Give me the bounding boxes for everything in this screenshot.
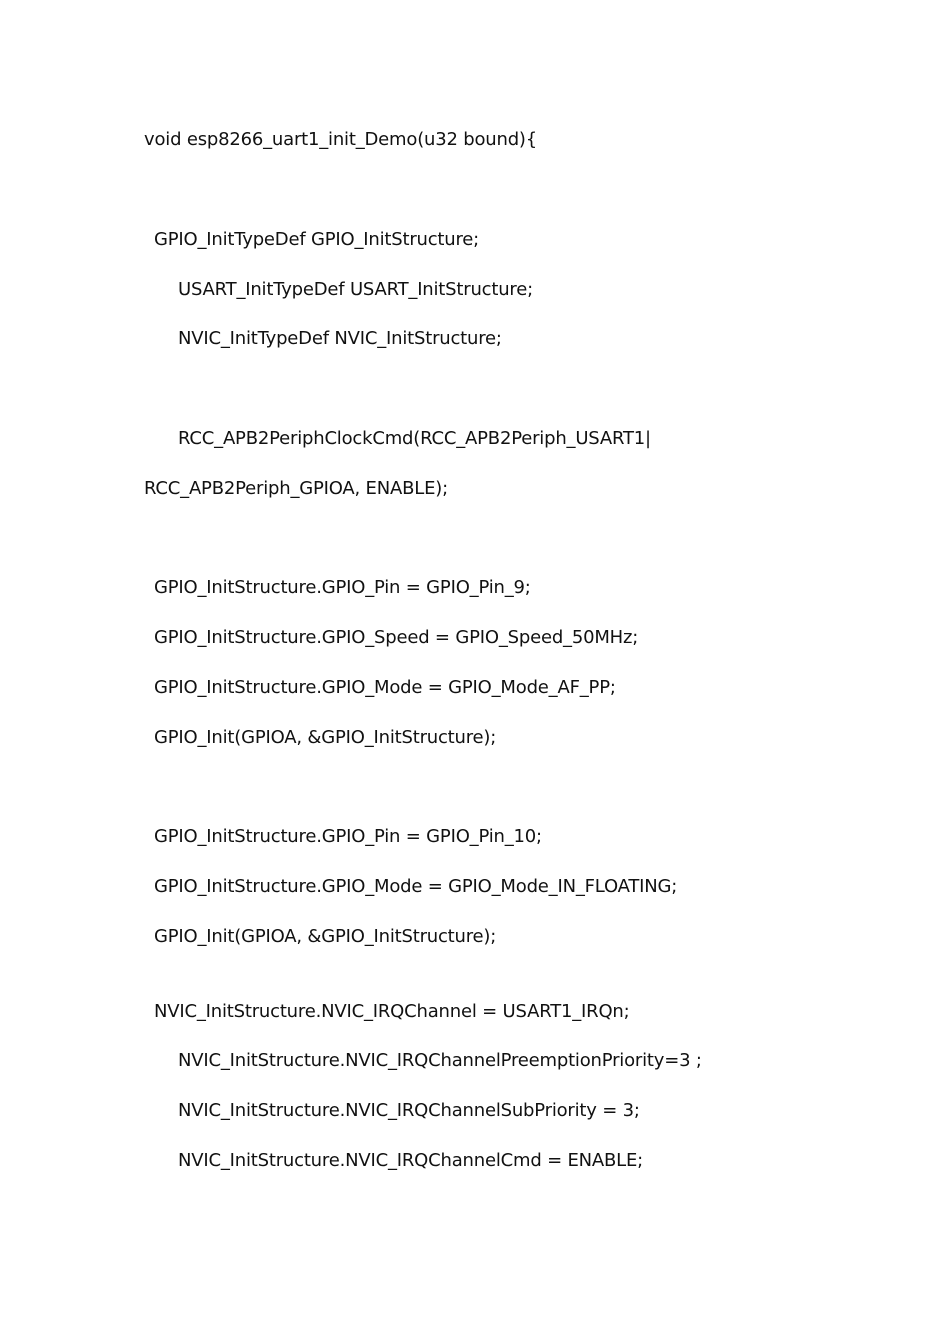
code-line-gpio-pin-9: GPIO_InitStructure.GPIO_Pin = GPIO_Pin_9; [154, 577, 531, 598]
code-line-usart-typedef: USART_InitTypeDef USART_InitStructure; [178, 279, 533, 300]
code-line-gpio-init-1: GPIO_Init(GPIOA, &GPIO_InitStructure); [154, 727, 497, 748]
code-line-nvic-typedef: NVIC_InitTypeDef NVIC_InitStructure; [178, 328, 502, 349]
code-line-nvic-preemption: NVIC_InitStructure.NVIC_IRQChannelPreemptionPriority=3 ; [178, 1050, 702, 1071]
code-line-gpio-typedef: GPIO_InitTypeDef GPIO_InitStructure; [154, 229, 480, 250]
code-line-nvic-cmd: NVIC_InitStructure.NVIC_IRQChannelCmd = ENABLE; [178, 1150, 644, 1171]
code-line-rcc-clock-cmd: RCC_APB2PeriphClockCmd(RCC_APB2Periph_USART1| [178, 428, 651, 449]
code-line-nvic-subpriority: NVIC_InitStructure.NVIC_IRQChannelSubPriority = 3; [178, 1100, 640, 1121]
code-line-gpio-mode-floating: GPIO_InitStructure.GPIO_Mode = GPIO_Mode_IN_FLOATING; [154, 876, 678, 897]
code-line-nvic-irq-channel: NVIC_InitStructure.NVIC_IRQChannel = USART1_IRQn; [154, 1001, 630, 1022]
code-line-gpio-mode-af-pp: GPIO_InitStructure.GPIO_Mode = GPIO_Mode_AF_PP; [154, 677, 616, 698]
code-line-gpio-pin-10: GPIO_InitStructure.GPIO_Pin = GPIO_Pin_10; [154, 826, 542, 847]
code-line-gpio-speed: GPIO_InitStructure.GPIO_Speed = GPIO_Speed_50MHz; [154, 627, 639, 648]
code-line-gpio-init-2: GPIO_Init(GPIOA, &GPIO_InitStructure); [154, 926, 497, 947]
code-line-rcc-clock-cmd-cont: RCC_APB2Periph_GPIOA, ENABLE); [144, 478, 448, 499]
code-line-function-signature: void esp8266_uart1_init_Demo(u32 bound){ [144, 129, 538, 150]
